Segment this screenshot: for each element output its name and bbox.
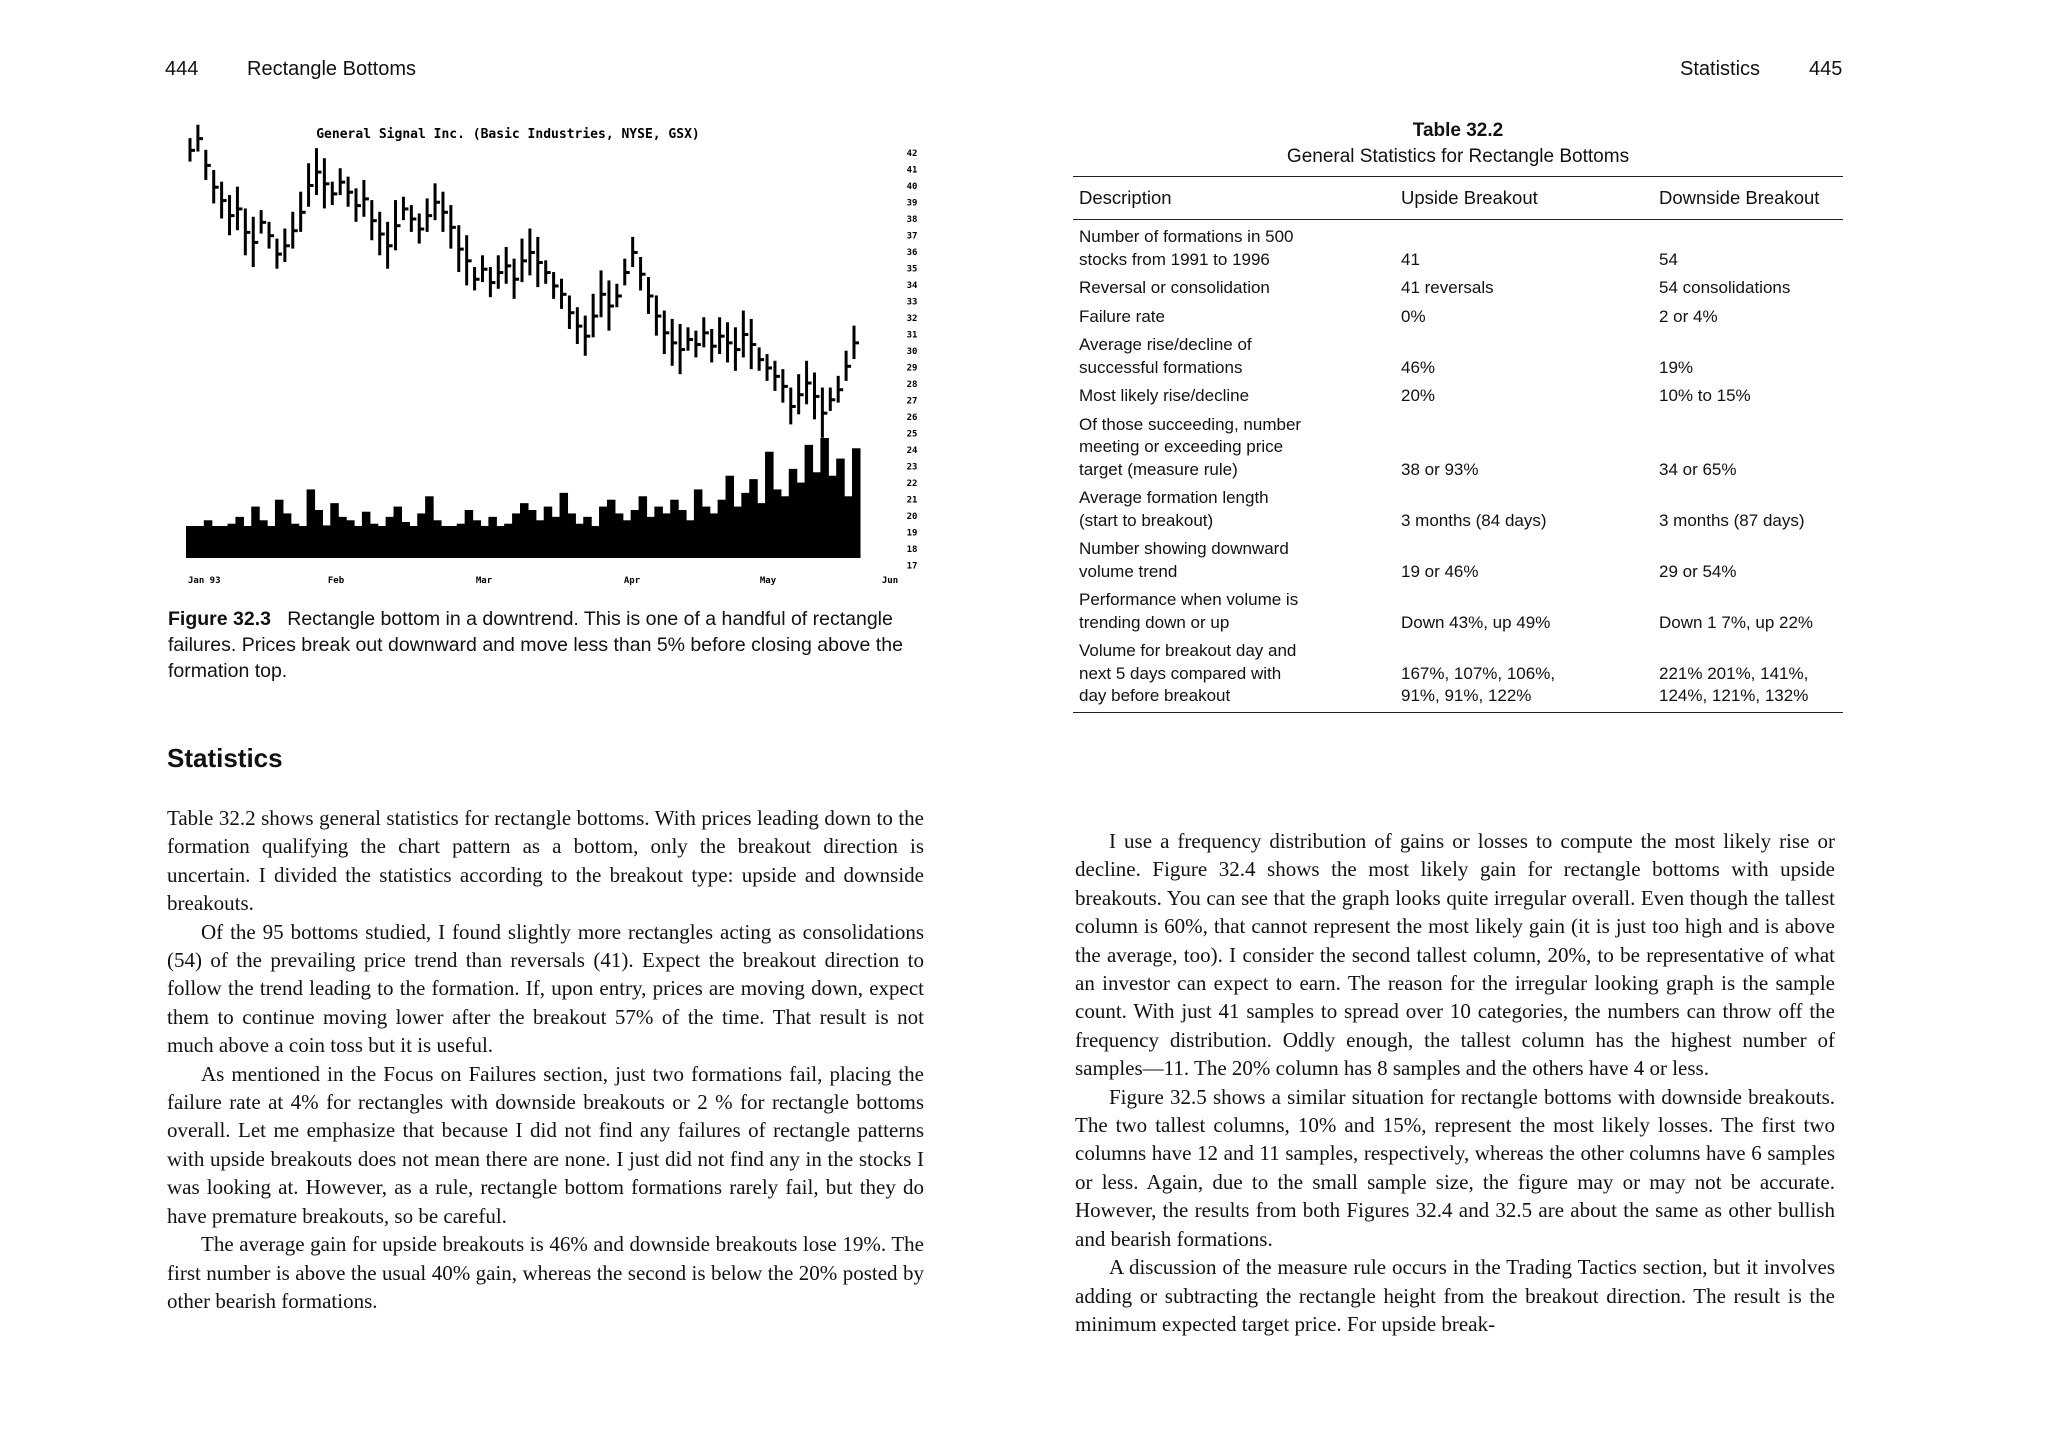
table-cell-downside: 3 months (87 days) <box>1659 510 1805 530</box>
x-axis-tick-labels <box>188 576 898 586</box>
volume-bar <box>520 503 529 558</box>
table-row <box>1073 487 1843 532</box>
description-line: target (measure rule) <box>1079 459 1238 479</box>
y-tick-label: 26 <box>906 413 918 423</box>
close-tick <box>609 305 614 308</box>
volume-bar <box>314 510 323 558</box>
close-tick <box>680 348 685 351</box>
y-tick-label: 40 <box>906 182 918 192</box>
close-tick <box>324 182 329 185</box>
table-cell-description <box>1073 385 1397 408</box>
volume-bar <box>251 507 260 558</box>
volume-bar <box>741 493 750 558</box>
y-tick-label: 22 <box>906 479 918 489</box>
table-cell-upside <box>1397 663 1655 708</box>
volume-bar <box>567 513 576 558</box>
y-tick-label: 42 <box>906 149 918 159</box>
close-tick <box>356 204 361 207</box>
volume-bar <box>394 507 403 558</box>
table-cell-description <box>1073 334 1397 379</box>
volume-bar <box>196 531 205 558</box>
volume-bar <box>378 532 387 558</box>
close-tick <box>514 278 519 281</box>
close-tick <box>340 181 345 184</box>
volume-bar <box>259 520 268 558</box>
description-line: successful formations <box>1079 357 1243 377</box>
table-cell-upside: 41 <box>1401 249 1420 269</box>
description-line: meeting or exceeding price <box>1079 437 1284 456</box>
table-row <box>1073 334 1843 379</box>
y-tick-label: 23 <box>906 462 918 473</box>
volume-bar <box>496 527 505 558</box>
description-line: Average rise/decline of <box>1079 335 1252 354</box>
close-tick <box>443 211 448 214</box>
table-row <box>1073 226 1843 271</box>
volume-bar <box>457 524 466 558</box>
close-tick <box>688 338 693 341</box>
close-tick <box>403 207 408 210</box>
volume-bar <box>631 510 640 558</box>
section-heading-statistics: Statistics <box>167 743 283 773</box>
volume-bar <box>654 507 663 558</box>
y-tick-label: 29 <box>906 363 918 374</box>
volume-bar <box>299 531 308 558</box>
volume-bar <box>228 524 237 558</box>
left-page-number: 444 <box>165 58 199 80</box>
close-tick <box>846 365 851 368</box>
y-tick-label: 37 <box>906 231 918 242</box>
volume-bar <box>536 520 545 558</box>
description-line: stocks from 1991 to 1996 <box>1079 249 1270 269</box>
table-cell-upside: 3 months (84 days) <box>1401 510 1547 530</box>
y-tick-label: 25 <box>906 429 918 440</box>
volume-bar <box>291 524 300 558</box>
volume-bar <box>425 496 434 558</box>
close-tick <box>372 219 377 222</box>
close-tick <box>332 192 337 195</box>
volume-bar <box>188 534 197 558</box>
close-tick <box>388 244 393 247</box>
table-32-2 <box>1073 120 1843 713</box>
volume-bar <box>330 503 339 558</box>
figure-caption-label: Figure 32.3 <box>168 608 271 630</box>
close-tick <box>316 171 321 174</box>
volume-bar <box>710 513 719 558</box>
y-tick-label: 41 <box>906 165 918 176</box>
close-tick <box>593 315 598 318</box>
table-row <box>1073 538 1843 583</box>
y-tick-label: 38 <box>906 215 918 225</box>
close-tick <box>475 278 480 281</box>
table-cell-downside: 10% to 15% <box>1659 386 1751 405</box>
y-tick-label: 28 <box>906 380 918 390</box>
description-line: Number of formations in 500 <box>1079 227 1294 246</box>
close-tick <box>704 331 709 334</box>
figure-caption-text: Rectangle bottom in a downtrend. This is one of a handful of rectangle failures. Prices break out downward and move less than 5% before closing above the formation top. <box>168 608 903 682</box>
description-line: day before breakout <box>1079 686 1231 705</box>
close-tick <box>720 335 725 338</box>
description-line: (start to breakout) <box>1079 510 1214 530</box>
table-number: Table 32.2 <box>1412 120 1504 141</box>
value-line: 167%, 107%, 106%, <box>1401 663 1556 683</box>
volume-bar <box>797 483 806 558</box>
right-body-text <box>1075 827 1835 1338</box>
figure-caption <box>168 606 928 684</box>
table-cell-upside: 20% <box>1401 386 1436 405</box>
close-tick <box>648 294 653 297</box>
y-tick-label: 32 <box>906 314 918 324</box>
y-tick-label: 35 <box>906 264 918 275</box>
volume-bar <box>678 510 687 558</box>
close-tick <box>735 348 740 351</box>
volume-bar <box>694 489 703 558</box>
paragraph: The average gain for upside breakouts is 46% and downside breakouts lose 19%. The first number is above the usual 40% gain, whereas the second is below the 20% posted by other bearish formations. <box>167 1232 924 1313</box>
x-tick-label: Feb <box>327 576 345 586</box>
close-tick <box>672 341 677 344</box>
y-tick-label: 36 <box>906 248 918 258</box>
table-header-row <box>1073 177 1843 219</box>
close-tick <box>767 366 772 369</box>
value-line: 221% 201%, 141%, <box>1659 663 1809 683</box>
close-tick <box>633 251 638 254</box>
volume-bar <box>338 517 347 558</box>
volume-bar <box>560 493 569 558</box>
volume-bar <box>275 500 284 558</box>
volume-bar <box>417 513 426 558</box>
close-tick <box>799 393 804 396</box>
volume-bar <box>488 517 497 558</box>
volume-bar <box>346 520 355 558</box>
close-tick <box>285 244 290 247</box>
close-tick <box>822 412 827 415</box>
volume-bar <box>441 527 450 558</box>
volume-bar <box>726 476 735 558</box>
close-tick <box>712 345 717 348</box>
table-row <box>1073 306 1843 329</box>
ohlc-volume-chart <box>178 118 930 588</box>
table-cell-downside: 2 or 4% <box>1659 306 1718 326</box>
table-bottom-rule <box>1073 712 1843 713</box>
close-tick <box>348 191 353 194</box>
close-tick <box>467 259 472 262</box>
table-cell-downside: Down 1 7%, up 22% <box>1659 612 1814 632</box>
description-line: Reversal or consolidation <box>1079 278 1270 297</box>
volume-bar <box>449 534 458 558</box>
chart-title: General Signal Inc. (Basic Industries, NYSE, GSX) <box>316 127 700 142</box>
close-tick <box>506 264 511 267</box>
y-tick-label: 34 <box>906 281 918 291</box>
y-axis-tick-labels <box>907 149 918 572</box>
table-cell-downside: 29 or 54% <box>1659 561 1737 581</box>
close-tick <box>522 259 527 262</box>
close-tick <box>562 293 567 296</box>
volume-bar <box>639 496 648 558</box>
volume-bar <box>702 507 711 558</box>
volume-bar <box>401 522 410 558</box>
volume-bar <box>662 513 671 558</box>
table-title: General Statistics for Rectangle Bottoms <box>1286 146 1630 167</box>
close-tick <box>459 248 464 251</box>
table-header-cell: Description <box>1079 187 1172 208</box>
close-tick <box>577 325 582 328</box>
close-tick <box>419 228 424 231</box>
table-cell-upside: 38 or 93% <box>1401 459 1479 479</box>
volume-bar <box>370 524 379 558</box>
table-cell-description <box>1073 589 1397 634</box>
close-tick <box>625 271 630 274</box>
close-tick <box>569 311 574 314</box>
close-tick <box>198 137 203 140</box>
right-page-number: 445 <box>1809 58 1843 80</box>
table-cell-description <box>1073 414 1397 482</box>
close-tick <box>728 341 733 344</box>
volume-bar <box>465 510 474 558</box>
volume-bar <box>433 520 442 558</box>
paragraph: Figure 32.5 shows a similar situation for rectangle bottoms with downside breakouts. The two tallest columns, 10% and 15%, represent the most likely losses. The first two columns have 12 and 11 samples, respectively, whereas the other columns have 6 samples or less. Again, due to the small sample size, the figure may or may not be accurate. However, the results from both Figures 32.4 and 32.5 are about the same as other bullish and bearish formations. <box>1075 1084 1835 1251</box>
close-tick <box>546 271 551 274</box>
close-tick <box>435 201 440 204</box>
close-tick <box>237 207 242 210</box>
table-cell-upside: 19 or 46% <box>1401 561 1479 581</box>
y-tick-label: 27 <box>906 396 918 407</box>
volume-bar <box>820 438 829 558</box>
x-tick-label: May <box>759 576 777 586</box>
table-cell-description <box>1073 306 1397 329</box>
close-tick <box>617 294 622 297</box>
y-tick-label: 33 <box>906 297 918 308</box>
volume-bar <box>765 452 774 558</box>
table-row <box>1073 385 1843 408</box>
y-tick-label: 24 <box>906 446 918 456</box>
close-tick <box>411 217 416 220</box>
table-cell-downside: 19% <box>1659 357 1694 377</box>
close-tick <box>641 273 646 276</box>
close-tick <box>838 388 843 391</box>
close-tick <box>214 186 219 189</box>
volume-bar <box>733 507 742 558</box>
volume-bar <box>575 524 584 558</box>
table-cell-upside: 0% <box>1401 306 1426 326</box>
table-cell-upside: Down 43%, up 49% <box>1401 612 1551 632</box>
volume-bar <box>773 489 782 558</box>
description-line: Most likely rise/decline <box>1079 386 1250 405</box>
close-tick <box>791 405 796 408</box>
close-tick <box>427 214 432 217</box>
paragraph: I use a frequency distribution of gains or losses to compute the most likely rise or decline. Figure 32.4 shows the most likely gain for rectangle bottoms with upside breakouts. You can see that the graph looks quite irregular overall. Even though the tallest column is 60%, that cannot represent the most likely gain (it is just too high and is above the average, too). I consider the second tallest column, 20%, to be representative of what an investor can expect to earn. The reason for the irregular looking graph is the sample count. With just 41 samples to spread over 10 categories, the numbers can throw off the frequency distribution. Oddly enough, the tallest column has the highest number of samples—11. The 20% column has 8 samples and the others have 4 or less. <box>1075 829 1835 1081</box>
description-line: Volume for breakout day and <box>1079 641 1297 660</box>
volume-bar <box>204 520 213 558</box>
y-tick-label: 30 <box>906 347 918 357</box>
y-tick-label: 21 <box>906 495 918 506</box>
table-cell-description <box>1073 640 1397 708</box>
close-tick <box>656 315 661 318</box>
volume-bar <box>812 472 821 558</box>
close-tick <box>230 214 235 217</box>
table-row <box>1073 414 1843 482</box>
y-tick-label: 20 <box>906 512 918 522</box>
volume-bar <box>591 527 600 558</box>
volume-bar <box>354 527 363 558</box>
table-header-cell: Upside Breakout <box>1401 187 1538 208</box>
table-header-cell: Downside Breakout <box>1659 187 1820 208</box>
volume-bar <box>828 476 837 558</box>
volume-bar <box>615 513 624 558</box>
price-bars <box>189 125 860 438</box>
table-cell-downside: 34 or 65% <box>1659 459 1737 479</box>
close-tick <box>696 343 701 346</box>
description-line: Failure rate <box>1079 306 1165 326</box>
close-tick <box>190 149 195 152</box>
volume-bar <box>646 517 655 558</box>
y-tick-label: 39 <box>906 198 918 209</box>
close-tick <box>601 293 606 296</box>
close-tick <box>554 284 559 287</box>
left-running-title: Rectangle Bottoms <box>247 58 416 80</box>
table-cell-downside <box>1655 663 1843 708</box>
x-tick-label: Jan 93 <box>188 576 221 586</box>
value-line: 91%, 91%, 122% <box>1401 686 1532 705</box>
x-tick-label: Jun <box>881 576 899 586</box>
close-tick <box>277 253 282 256</box>
close-tick <box>743 333 748 336</box>
close-tick <box>814 395 819 398</box>
close-tick <box>301 211 306 214</box>
volume-bar <box>409 529 418 558</box>
close-tick <box>854 341 859 344</box>
table-cell-downside: 54 <box>1659 249 1678 269</box>
volume-bar <box>852 448 861 558</box>
close-tick <box>269 234 274 237</box>
description-line: volume trend <box>1079 561 1178 581</box>
table-cell-upside: 41 reversals <box>1401 278 1494 297</box>
close-tick <box>293 229 298 232</box>
volume-bar <box>212 527 221 558</box>
volume-bar <box>322 525 331 558</box>
table-body <box>1073 220 1843 712</box>
table-cell-description <box>1073 538 1397 583</box>
volume-bars <box>186 438 861 558</box>
volume-bar <box>686 520 695 558</box>
x-tick-label: Apr <box>623 576 641 586</box>
table-row <box>1073 589 1843 634</box>
volume-bar <box>386 517 395 558</box>
volume-bar <box>757 503 766 558</box>
close-tick <box>451 226 456 229</box>
close-tick <box>775 375 780 378</box>
volume-bar <box>607 500 616 558</box>
volume-bar <box>599 507 608 558</box>
paragraph: Table 32.2 shows general statistics for rectangle bottoms. With prices leading down to the formation qualifying the chart pattern as a bottom, only the breakout direction is uncertain. I divided the statistics according to the breakout type: upside and downside breakouts. <box>167 806 924 916</box>
right-running-title: Statistics <box>1680 58 1761 80</box>
table-cell-description <box>1073 226 1397 271</box>
close-tick <box>807 382 812 385</box>
volume-bar <box>844 496 853 558</box>
volume-bar <box>480 531 489 558</box>
volume-bar <box>528 510 537 558</box>
close-tick <box>759 358 764 361</box>
y-tick-label: 19 <box>906 528 918 539</box>
paragraph: As mentioned in the Focus on Failures section, just two formations fail, placing the failure rate at 4% for rectangles with downside breakouts or 2 % for rectangle bottoms overall. Let me emphasize that because I did not find any failures of rectangle patterns with upside breakouts does not mean there are none. I just did not find any in the stocks I was looking at. However, as a rule, rectangle bottom formations rarely fail, but they do have premature breakouts, so be careful. <box>167 1061 924 1228</box>
y-tick-label: 18 <box>906 545 918 555</box>
close-tick <box>530 251 535 254</box>
close-tick <box>380 233 385 236</box>
close-tick <box>253 241 258 244</box>
volume-bar <box>307 489 316 558</box>
close-tick <box>309 184 314 187</box>
close-tick <box>364 197 369 200</box>
left-body-text <box>167 804 924 1315</box>
volume-bar <box>781 496 790 558</box>
volume-bar <box>552 517 561 558</box>
volume-bar <box>512 513 521 558</box>
table-cell-upside: 46% <box>1401 357 1436 377</box>
volume-bar <box>718 500 727 558</box>
volume-bar <box>583 517 592 558</box>
volume-bar <box>836 459 845 558</box>
close-tick <box>751 343 756 346</box>
close-tick <box>222 199 227 202</box>
value-line: 124%, 121%, 132% <box>1659 686 1809 705</box>
volume-bar <box>805 445 814 558</box>
volume-bar <box>283 513 292 558</box>
description-line: next 5 days compared with <box>1079 663 1282 683</box>
volume-bar <box>362 512 371 558</box>
close-tick <box>538 261 543 264</box>
table-row <box>1073 640 1843 708</box>
volume-bar <box>220 537 229 558</box>
table-cell-description <box>1073 487 1397 532</box>
close-tick <box>490 281 495 284</box>
figure-32-3-chart <box>178 118 930 588</box>
paragraph: Of the 95 bottoms studied, I found slightly more rectangles acting as consolidations (54) of the prevailing price trend than reversals (41). Expect the breakout direction to follow the trend leading to the formation. If, upon entry, prices are moving down, expect them to continue moving lower after the breakout 57% of the time. That result is not much above a coin toss but it is useful. <box>167 919 924 1058</box>
description-line: Of those succeeding, number <box>1079 414 1302 434</box>
volume-bar <box>235 517 244 558</box>
table-cell-description <box>1073 277 1397 300</box>
description-line: Performance when volume is <box>1079 590 1299 609</box>
x-tick-label: Mar <box>475 576 493 586</box>
y-tick-label: 31 <box>906 330 918 341</box>
y-tick-label: 17 <box>906 561 918 572</box>
volume-bar <box>749 479 758 558</box>
close-tick <box>482 268 487 271</box>
close-tick <box>498 271 503 274</box>
close-tick <box>783 385 788 388</box>
close-tick <box>585 335 590 338</box>
close-tick <box>396 224 401 227</box>
table-cell-downside: 54 consolidations <box>1659 278 1791 297</box>
volume-bar <box>789 469 798 558</box>
volume-bar <box>544 507 553 558</box>
volume-bar <box>504 524 513 558</box>
description-line: Number showing downward <box>1079 539 1289 558</box>
volume-bar <box>623 520 632 558</box>
description-line: trending down or up <box>1079 612 1230 632</box>
close-tick <box>245 231 250 234</box>
table-row <box>1073 277 1843 300</box>
volume-bar <box>473 520 482 558</box>
close-tick <box>830 398 835 401</box>
volume-bar <box>267 527 276 558</box>
paragraph: A discussion of the measure rule occurs in the Trading Tactics section, but it involves adding or subtracting the rectangle height from the breakout direction. The result is the minimum expected target price. For upside break- <box>1075 1255 1835 1336</box>
volume-bar <box>243 532 252 558</box>
volume-bar <box>670 500 679 558</box>
close-tick <box>664 331 669 334</box>
description-line: Average formation length <box>1079 488 1269 507</box>
close-tick <box>261 221 266 224</box>
close-tick <box>206 164 211 167</box>
